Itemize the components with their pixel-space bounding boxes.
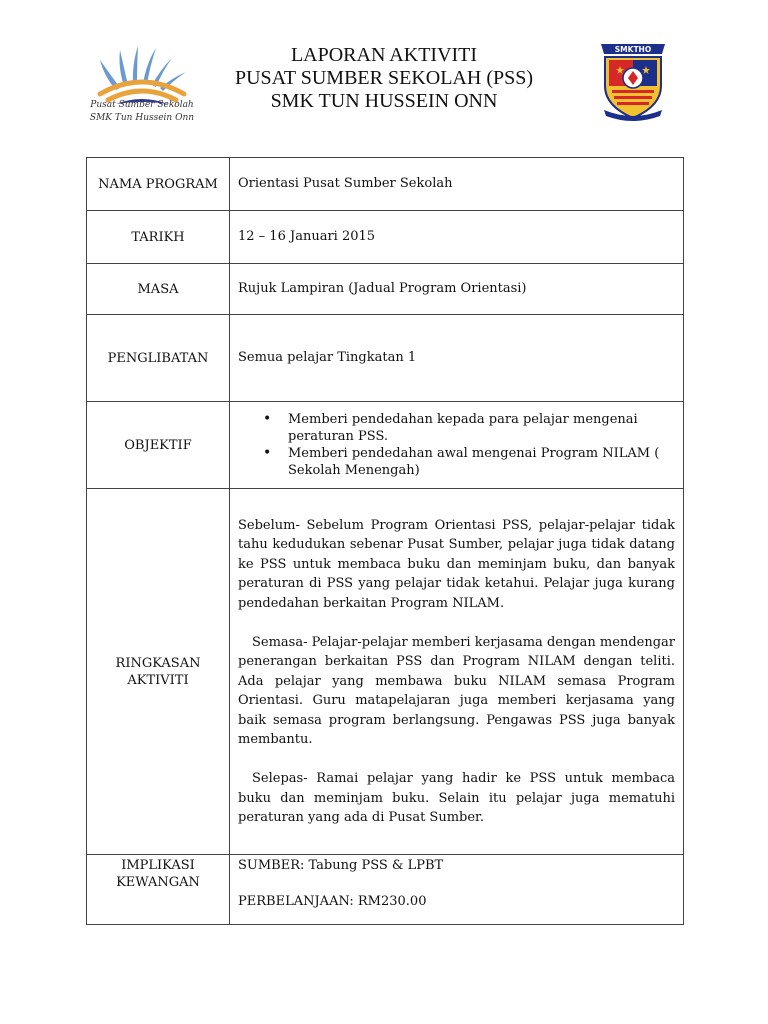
title-line-2: PUSAT SUMBER SEKOLAH (PSS) [234,67,534,89]
implikasi-value [230,855,684,925]
implikasi-label-line-2: KEWANGAN [116,875,200,890]
list-item: • Memberi pendedahan awal mengenai Program NILAM ( Sekolah Menengah) [288,445,675,479]
penglibatan-value: Semua pelajar Tingkatan 1 [230,315,684,402]
table-row [87,489,684,855]
ringkasan-value [230,489,684,855]
table-row [87,402,684,489]
penglibatan-label: PENGLIBATAN [87,315,230,402]
objektif-label: OBJEKTIF [87,402,230,489]
crest-banner-text: SMKTHO [614,45,652,54]
title-line-3: SMK TUN HUSSEIN ONN [270,90,498,112]
school-crest [598,40,668,122]
sumber-text: SUMBER: Tabung PSS & LPBT [238,858,444,873]
school-crest-icon [598,40,668,122]
table-row [87,315,684,402]
report-title [170,44,598,113]
perbelanjaan-text: PERBELANJAAN: RM230.00 [238,894,427,909]
objektif-value [230,402,684,489]
implikasi-label-line-1: IMPLIKASI [121,858,195,873]
title-line-1: LAPORAN AKTIVITI [290,44,478,66]
nama-program-label: NAMA PROGRAM [87,158,230,211]
masa-label: MASA [87,264,230,315]
tarikh-label: TARIKH [87,211,230,264]
ringkasan-label-line-1: RINGKASAN [115,655,201,671]
table-row [87,264,684,315]
table-row [87,855,684,925]
objektif-list [238,411,675,479]
nama-program-value: Orientasi Pusat Sumber Sekolah [230,158,684,211]
tarikh-value: 12 – 16 Januari 2015 [230,211,684,264]
list-item: • Memberi pendedahan kepada para pelajar mengenai peraturan PSS. [288,411,675,445]
ringkasan-label [87,489,230,855]
report-table [86,157,684,925]
logo-caption-line-1: Pusat Sumber Sekolah [90,100,194,110]
ringkasan-label-line-2: AKTIVITI [127,672,189,688]
table-row [87,211,684,264]
logo-caption-line-2: SMK Tun Hussein Onn [89,113,195,123]
table-row [87,158,684,211]
summary-paragraph-selepas: Selepas- Ramai pelajar yang hadir ke PSS untuk membaca buku dan meminjam buku. Selain itu pelajar juga mematuhi peraturan yang ada di Pusat Sumber. [238,771,675,825]
implikasi-label [87,855,230,925]
masa-value: Rujuk Lampiran (Jadual Program Orientasi) [230,264,684,315]
summary-paragraph-semasa: Semasa- Pelajar-pelajar memberi kerjasama dengan mendengar penerangan berkaitan PSS dan Program NILAM dengan teliti. Ada pelajar yang membawa buku NILAM semasa Program Orientasi. Guru matapelajaran juga memberi kerjasama yang baik semasa program berlangsung. Pengawas PSS juga banyak membantu. [238,634,675,747]
summary-paragraph-sebelum: Sebelum- Sebelum Program Orientasi PSS, pelajar-pelajar tidak tahu kedudukan sebenar Pusat Sumber, pelajar juga tidak datang ke PSS untuk membaca buku dan meminjam buku, dan banyak peraturan di PSS yang pelajar tidak ketahui. Pelajar juga kurang pendedahan berkaitan Program NILAM. [238,517,675,611]
